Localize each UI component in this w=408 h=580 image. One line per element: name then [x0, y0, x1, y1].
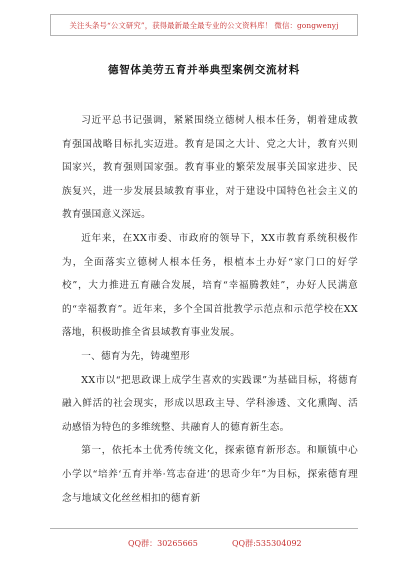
- footer-qq-group-1: QQ群：30265665: [128, 539, 198, 548]
- section-heading: 一、德育为先，铸魂塑形: [81, 350, 191, 362]
- footer: [50, 528, 358, 550]
- header-notice-box: [50, 14, 358, 36]
- paragraph: 第一，依托本土优秀传统文化，探索德育新形态。和顺镇中心小学以“培养‘五育并举·笃志奋进’的思奇少年”为目标，探索德育理念与地域文化丝丝相扣的德育新: [62, 445, 358, 504]
- paragraph: 近年来，在XX市委、市政府的领导下，XX市教育系统积极作为，全面落实立德树人根本任务，根植本土办好“家门口的好学校”，大力推进五育融合发展，培育“幸福腾教娃”，办好人民满意的“幸福教育”。近年来，多个全国首批教学示范点和示范学校在XX落地，积极助推全省县域教育事业发展。: [62, 232, 358, 339]
- paragraph: XX市以“把思政课上成学生喜欢的实践课”为基础目标，将德育融入鲜活的社会现实，形成以思政主导、学科渗透、文化熏陶、活动感悟为特色的多维统整、共融育人的德育新生态。: [62, 374, 358, 433]
- header-notice: 关注头条号“公文研究”，获得最新最全最专业的公文资料库！ 微信：gongwenyj: [69, 20, 339, 30]
- document-title: 德智体美劳五育并举典型案例交流材料: [107, 64, 301, 76]
- footer-qq-group-2: QQ群:535304092: [232, 539, 302, 548]
- paragraph: 习近平总书记强调，紧紧围绕立德树人根本任务，朝着建成教育强国战略目标扎实迈进。教育是国之大计、党之大计，教育兴则国家兴，教育强则国家强。教育事业的繁荣发展事关国家进步、民族复兴，进一步发展县域教育事业，对于建设中国特色社会主义的教育强国意义深远。: [62, 115, 358, 221]
- document-body: [62, 109, 358, 510]
